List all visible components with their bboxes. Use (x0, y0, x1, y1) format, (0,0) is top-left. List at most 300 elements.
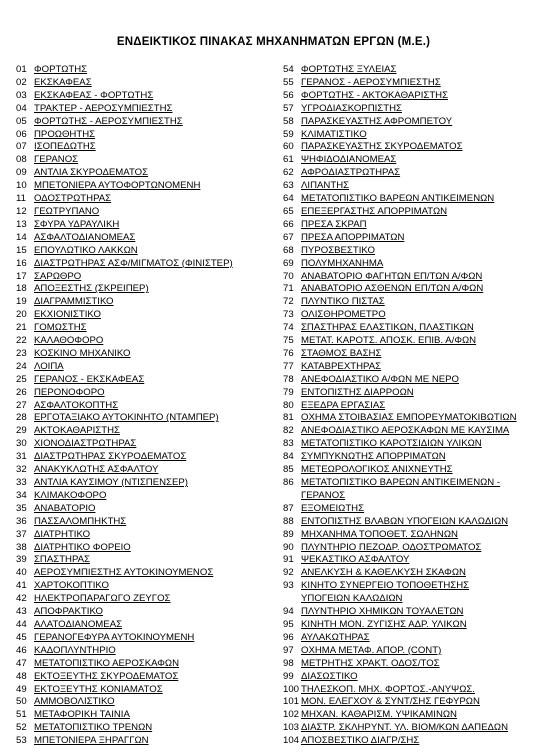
list-item (283, 374, 535, 387)
item-label: ΤΗΛΕΣΚΟΠ. ΜΗΧ. ΦΟΡΤΟΣ.-ΑΝΥΨΩΣ. (301, 683, 475, 695)
item-label: ΑΠΟΦΡΑΚΤΙΚΟ (34, 606, 104, 618)
item-label: ΠΡΕΣΑ ΑΠΟΡΡΙΜΑΤΩΝ (301, 231, 405, 243)
item-label: ΑΝΕΛΚΥΣΗ & ΚΑΘΕΛΚΥΣΗ ΣΚΑΦΩΝ (301, 567, 466, 579)
item-label: ΑΝΑΒΑΤΟΡΙΟ ΦΑΓΗΤΩΝ ΕΠ/ΤΩΝ Α/ΦΩΝ (301, 270, 483, 282)
item-label: ΚΛΙΜΑΚΟΦΟΡΟ (34, 489, 107, 501)
list-item (283, 412, 535, 425)
item-number: 84 (283, 451, 294, 463)
list-item (16, 438, 274, 451)
item-number: 20 (16, 309, 27, 321)
item-label: ΠΕΡΟΝΟΦΟΡΟ (34, 386, 105, 398)
list-item (16, 309, 274, 322)
list-item (16, 283, 274, 296)
item-label: ΣΦΥΡΑ ΥΔΡΑΥΛΙΚΗ (34, 218, 120, 230)
item-number: 97 (283, 644, 294, 656)
list-item (283, 606, 535, 619)
item-number: 21 (16, 322, 27, 334)
item-number: 41 (16, 580, 27, 592)
item-label: ΚΙΝΗΤΟ ΣΥΝΕΡΓΕΙΟ ΤΟΠΟΘΕΤΗΣΗΣ (301, 580, 470, 592)
list-item (16, 245, 274, 258)
list-item (16, 206, 274, 219)
item-label: ΟΧΗΜΑ ΣΤΟΙΒΑΣΙΑΣ ΕΜΠΟΡΕΥΜΑΤΟΚΙΒΩΤΙΩΝ (301, 412, 517, 424)
item-number: 10 (16, 180, 27, 192)
item-label: ΣΤΑΘΜΟΣ ΒΑΣΗΣ (301, 347, 382, 359)
item-number: 67 (283, 231, 294, 243)
list-item (283, 206, 535, 219)
item-label: ΜΕΤΑΤ. ΚΑΡΟΤΣ. ΑΠΟΣΚ. ΕΠΙΒ. Α/ΦΩΝ (301, 335, 477, 347)
item-label: ΟΧΗΜΑ ΜΕΤΑΦ. ΑΠΟΡ. (CONT) (301, 644, 442, 656)
list-item (283, 361, 535, 374)
item-number: 25 (16, 373, 27, 385)
item-number: 76 (283, 347, 294, 359)
item-number: 61 (283, 154, 294, 166)
list-item (16, 193, 274, 206)
list-item (283, 425, 535, 438)
item-number: 93 (283, 580, 294, 592)
list-item (283, 464, 535, 477)
list-item (16, 103, 274, 116)
item-number: 08 (16, 154, 27, 166)
item-label: ΦΟΡΤΩΤΗΣ - ΑΕΡΟΣΥΜΠΙΕΣΤΗΣ (34, 115, 183, 127)
item-label: ΛΙΠΑΝΤΗΣ (301, 180, 350, 192)
item-label: ΜΟΝ. ΕΛΕΓΧΟΥ & ΣΥΝΤ/ΣΗΣ ΓΕΦΥΡΩΝ (301, 696, 480, 708)
item-number: 60 (283, 141, 294, 153)
item-number: 86 (283, 477, 294, 488)
list-item (283, 387, 535, 400)
item-number: 69 (283, 257, 294, 269)
item-label: ΑΠΟΣΒΕΣΤΙΚΟ ΔΙΑΓΡ/ΣΗΣ (301, 735, 420, 747)
list-item (283, 722, 535, 735)
item-number: 06 (16, 128, 27, 140)
item-label: ΟΛΙΣΘΗΡΟΜΕΤΡΟ (301, 309, 386, 321)
list-item (16, 529, 274, 542)
item-number: 95 (283, 618, 294, 630)
list-item (283, 245, 535, 258)
list-item-continuation (283, 593, 535, 606)
list-item (16, 425, 274, 438)
item-label: ΜΕΤΑΤΟΠΙΣΤΙΚΟ ΒΑΡΕΩΝ ΑΝΤΙΚΕΙΜΕΝΩΝ (301, 193, 495, 205)
list-item (283, 696, 535, 709)
item-number: 81 (283, 412, 294, 424)
item-number: 37 (16, 528, 27, 540)
item-number: 87 (283, 502, 294, 514)
item-label: ΑΣΦΑΛΤΟΚΟΠΤΗΣ (34, 399, 119, 411)
item-number: 09 (16, 167, 27, 179)
item-label: ΜΕΤΑΤΟΠΙΣΤΙΚΟ ΚΑΡΟΤΣΙΔΙΩΝ ΥΛΙΚΩΝ (301, 438, 482, 450)
list-item (283, 671, 535, 684)
item-label: ΣΥΜΠΥΚΝΩΤΗΣ ΑΠΟΡΡΙΜΑΤΩΝ (301, 451, 446, 463)
item-label: ΑΜΜΟΒΟΛΙΣΤΙΚΟ (34, 696, 115, 708)
item-label: ΨΗΦΙΔΟΔΙΑΝΟΜΕΑΣ (301, 154, 397, 166)
list-item (283, 232, 535, 245)
list-item (283, 400, 535, 413)
item-number: 65 (283, 205, 294, 217)
item-number: 43 (16, 606, 27, 618)
item-label: ΑΕΡΟΣΥΜΠΙΕΣΤΗΣ ΑΥΤΟΚΙΝΟΥΜΕΝΟΣ (34, 567, 214, 579)
list-item (16, 296, 274, 309)
item-number: 89 (283, 528, 294, 540)
item-number: 56 (283, 89, 294, 101)
list-item (16, 490, 274, 503)
item-number: 35 (16, 502, 27, 514)
item-number: 22 (16, 335, 27, 347)
item-label: ΚΟΣΚΙΝΟ ΜΗΧΑΝΙΚΟ (34, 347, 131, 359)
right-column (283, 64, 535, 748)
item-number: 16 (16, 257, 27, 269)
list-item (283, 632, 535, 645)
item-label: ΜΕΤΕΩΡΟΛΟΓΙΚΟΣ ΑΝΙΧΝΕΥΤΗΣ (301, 464, 453, 476)
list-item (283, 516, 535, 529)
item-label: ΔΙΑΣΤΡΩΤΗΡΑΣ ΑΣΦ/ΜΙΓΜΑΤΟΣ (ΦΙΝΙΣΤΕΡ) (34, 257, 233, 269)
item-label: ΥΓΡΟΔΙΑΣΚΟΡΠΙΣΤΗΣ (301, 102, 402, 114)
list-item (283, 180, 535, 193)
item-label: ΜΕΤΡΗΤΗΣ ΧΡΑΚΤ. ΟΔΟΣ/ΤΟΣ (301, 657, 440, 669)
item-number: 83 (283, 438, 294, 450)
item-number: 18 (16, 283, 27, 295)
item-number: 30 (16, 438, 27, 450)
item-number: 46 (16, 644, 27, 656)
item-label: ΓΕΡΑΝΟΣ - ΑΕΡΟΣΥΜΠΙΕΣΤΗΣ (301, 76, 441, 88)
item-number: 19 (16, 296, 27, 308)
list-item (16, 387, 274, 400)
list-item (283, 619, 535, 632)
item-label: ΕΚΣΚΑΦΕΑΣ - ΦΟΡΤΩΤΗΣ (34, 89, 154, 101)
list-item (16, 464, 274, 477)
item-number: 47 (16, 657, 27, 669)
item-number: 101 (283, 696, 300, 708)
item-label: ΕΞΕΔΡΑ ΕΡΓΑΣΙΑΣ (301, 399, 386, 411)
item-number: 31 (16, 451, 27, 463)
list-item (283, 322, 535, 335)
item-number: 29 (16, 425, 27, 437)
list-item (16, 348, 274, 361)
item-label: ΟΔΟΣΤΡΩΤΗΡΑΣ (34, 193, 112, 205)
list-item (16, 64, 274, 77)
item-label: ΔΙΑΣΩΣΤΙΚΟ (301, 670, 358, 682)
item-number: 68 (283, 244, 294, 256)
item-number: 01 (16, 64, 27, 75)
item-label: ΕΚΣΚΑΦΕΑΣ (34, 76, 92, 88)
list-item (16, 374, 274, 387)
item-label: ΑΥΛΑΚΩΤΗΡΑΣ (301, 631, 370, 643)
item-number: 12 (16, 205, 27, 217)
list-item (283, 296, 535, 309)
item-label: ΕΡΓΟΤΑΞΙΑΚΟ ΑΥΤΟΚΙΝΗΤΟ (ΝΤΑΜΠΕΡ) (34, 412, 219, 424)
list-item (283, 77, 535, 90)
list-item (283, 167, 535, 180)
item-number: 15 (16, 244, 27, 256)
item-label: ΔΙΑΤΡΗΤΙΚΟ (34, 528, 91, 540)
item-number: 27 (16, 399, 27, 411)
item-number: 75 (283, 335, 294, 347)
item-label: ΠΛΥΝΤΗΡΙΟ ΠΕΖΟΔΡ. ΟΔΟΣΤΡΩΜΑΤΟΣ (301, 541, 482, 553)
list-item (16, 90, 274, 103)
item-label: ΠΥΡΟΣΒΕΣΤΙΚΟ (301, 244, 375, 256)
item-label: ΕΝΤΟΠΙΣΤΗΣ ΒΛΑΒΩΝ ΥΠΟΓΕΙΩΝ ΚΑΛΩΔΙΩΝ (301, 515, 509, 527)
item-label: ΜΠΕΤΟΝΙΕΡΑ ΞΗΡΑΓΓΩΝ (34, 735, 149, 747)
list-item (16, 542, 274, 555)
item-label: ΦΟΡΤΩΤΗΣ (34, 64, 88, 75)
list-item (283, 129, 535, 142)
item-number: 11 (16, 193, 26, 205)
item-number: 28 (16, 412, 27, 424)
item-number: 03 (16, 89, 27, 101)
item-label: ΨΕΚΑΣΤΙΚΟ ΑΣΦΑΛΤΟΥ (301, 554, 410, 566)
item-label: ΠΛΥΝΤΗΡΙΟ ΧΗΜΙΚΩΝ ΤΟΥΑΛΕΤΩΝ (301, 606, 464, 618)
list-item (283, 335, 535, 348)
item-number: 07 (16, 141, 27, 153)
list-item (16, 451, 274, 464)
item-number: 74 (283, 322, 294, 334)
item-number: 62 (283, 167, 294, 179)
item-label: ΓΕΡΑΝΟΓΕΦΥΡΑ ΑΥΤΟΚΙΝΟΥΜΕΝΗ (34, 631, 195, 643)
item-number: 99 (283, 670, 294, 682)
list-item (16, 361, 274, 374)
item-number: 51 (16, 709, 27, 721)
item-number: 55 (283, 76, 294, 88)
item-number: 73 (283, 309, 294, 321)
item-label: ΗΛΕΚΤΡΟΠΑΡΑΓΩΓΟ ΖΕΥΓΟΣ (34, 593, 171, 605)
item-label: ΕΚΧΙΟΝΙΣΤΙΚΟ (34, 309, 101, 321)
item-number: 05 (16, 115, 27, 127)
item-label: ΤΡΑΚΤΕΡ - ΑΕΡΟΣΥΜΠΙΕΣΤΗΣ (34, 102, 173, 114)
item-label: ΑΝΕΦΟΔΙΑΣΤΙΚΟ ΑΕΡΟΣΚΑΦΩΝ ΜΕ ΚΑΥΣΙΜΑ (301, 425, 510, 437)
item-label: ΕΞΟΜΕΙΩΤΗΣ (301, 502, 365, 514)
item-number: 85 (283, 464, 294, 476)
list-item (16, 335, 274, 348)
item-number: 23 (16, 347, 27, 359)
item-label: ΛΟΙΠΑ (34, 360, 64, 372)
item-number: 49 (16, 683, 27, 695)
item-label: ΜΕΤΑΤΟΠΙΣΤΙΚΟ ΒΑΡΕΩΝ ΑΝΤΙΚΕΙΜΕΝΩΝ - (301, 477, 501, 488)
item-label: ΑΛΑΤΟΔΙΑΝΟΜΕΑΣ (34, 618, 123, 630)
list-item (16, 400, 274, 413)
item-label: ΦΟΡΤΩΤΗΣ - ΑΚΤΟΚΑΘΑΡΙΣΤΗΣ (301, 89, 449, 101)
item-number: 103 (283, 722, 300, 734)
list-item (16, 180, 274, 193)
list-item (16, 684, 274, 697)
item-label: ΑΝΕΦΟΔΙΑΣΤΙΚΟ Α/ΦΩΝ ΜΕ ΝΕΡΟ (301, 373, 460, 385)
item-label: ΔΙΑΣΤΡΩΤΗΡΑΣ ΣΚΥΡΟΔΕΜΑΤΟΣ (34, 451, 187, 463)
list-item (283, 451, 535, 464)
list-item (283, 684, 535, 697)
item-label: ΓΕΡΑΝΟΣ - ΕΚΣΚΑΦΕΑΣ (34, 373, 145, 385)
item-number: 02 (16, 76, 27, 88)
item-number: 72 (283, 296, 294, 308)
list-item (16, 554, 274, 567)
item-number: 90 (283, 541, 294, 553)
item-label: ΠΑΡΑΣΚΕΥΑΣΤΗΣ ΣΚΥΡΟΔΕΜΑΤΟΣ (301, 141, 463, 153)
item-label: ΑΦΡΟΔΙΑΣΤΡΩΤΗΡΑΣ (301, 167, 401, 179)
list-item (283, 141, 535, 154)
list-item (283, 580, 535, 593)
item-label: ΠΛΥΝΤΙΚΟ ΠΙΣΤΑΣ (301, 296, 385, 308)
list-item (283, 709, 535, 722)
list-item (283, 735, 535, 748)
item-label-continuation: ΥΠΟΓΕΙΩΝ ΚΑΛΩΔΙΩΝ (301, 593, 403, 605)
item-label: ΔΙΑΣΤΡ. ΣΚΛΗΡΥΝΤ. ΥΛ. ΒΙΟΜ/ΚΩΝ ΔΑΠΕΔΩΝ (301, 722, 509, 734)
list-item (16, 412, 274, 425)
list-item (16, 271, 274, 284)
item-label: ΙΣΟΠΕΔΩΤΗΣ (34, 141, 96, 153)
list-item (16, 322, 274, 335)
item-label: ΠΟΛΥΜΗΧΑΝΗΜΑ (301, 257, 384, 269)
item-number: 34 (16, 489, 27, 501)
item-label: ΑΝΑΒΑΤΟΡΙΟ (34, 502, 96, 514)
item-number: 52 (16, 722, 27, 734)
item-label: ΠΡΟΩΘΗΤΗΣ (34, 128, 96, 140)
item-number: 44 (16, 618, 27, 630)
item-number: 54 (283, 64, 294, 75)
list-item (16, 167, 274, 180)
list-item (283, 309, 535, 322)
item-number: 40 (16, 567, 27, 579)
item-number: 104 (283, 735, 300, 747)
item-number: 24 (16, 360, 27, 372)
list-item (283, 64, 535, 77)
list-item (283, 567, 535, 580)
list-item (16, 77, 274, 90)
list-item (283, 503, 535, 516)
item-number: 17 (16, 270, 27, 282)
item-label: ΕΠΟΥΛΩΤΙΚΟ ΛΑΚΚΩΝ (34, 244, 138, 256)
item-label: ΣΠΑΣΤΗΡΑΣ ΕΛΑΣΤΙΚΩΝ, ΠΛΑΣΤΙΚΩΝ (301, 322, 474, 334)
item-number: 58 (283, 115, 294, 127)
list-item (16, 477, 274, 490)
item-number: 59 (283, 128, 294, 140)
item-label: ΜΗΧΑΝ. ΚΑΘΑΡΙΣΜ. ΥΨΙΚΑΜΙΝΩΝ (301, 709, 457, 721)
item-number: 70 (283, 270, 294, 282)
list-item (283, 258, 535, 271)
list-item (16, 141, 274, 154)
item-label: ΔΙΑΓΡΑΜΜΙΣΤΙΚΟ (34, 296, 114, 308)
list-item (16, 658, 274, 671)
list-item (283, 103, 535, 116)
item-label: ΔΙΑΤΡΗΤΙΚΟ ΦΟΡΕΙΟ (34, 541, 131, 553)
list-item (283, 658, 535, 671)
list-item (283, 645, 535, 658)
item-label: ΑΝΤΛΙΑ ΣΚΥΡΟΔΕΜΑΤΟΣ (34, 167, 149, 179)
item-number: 13 (16, 218, 27, 230)
list-item (16, 116, 274, 129)
list-item (16, 503, 274, 516)
item-number: 94 (283, 606, 294, 618)
item-label: ΓΟΜΩΣΤΗΣ (34, 322, 87, 334)
item-label: ΠΑΣΣΑΛΟΜΠΗΚΤΗΣ (34, 515, 127, 527)
item-number: 32 (16, 464, 27, 476)
item-label: ΑΠΟΞΕΣΤΗΣ (ΣΚΡΕΙΠΕΡ) (34, 283, 149, 295)
item-number: 100 (283, 683, 300, 695)
item-number: 80 (283, 399, 294, 411)
list-item (283, 348, 535, 361)
item-label: ΧΑΡΤΟΚΟΠΤΙΚΟ (34, 580, 109, 592)
list-item (16, 258, 274, 271)
item-number: 96 (283, 631, 294, 643)
list-item (16, 219, 274, 232)
list-item (16, 154, 274, 167)
item-label: ΚΑΤΑΒΡΕΧΤΗΡΑΣ (301, 360, 382, 372)
item-label: ΜΗΧΑΝΗΜΑ ΤΟΠΟΘΕΤ. ΣΩΛΗΝΩΝ (301, 528, 458, 540)
item-label: ΕΚΤΟΞΕΥΤΗΣ ΚΟΝΙΑΜΑΤΟΣ (34, 683, 163, 695)
item-number: 64 (283, 193, 294, 205)
item-label: ΑΝΑΚΥΚΛΩΤΗΣ ΑΣΦΑΛΤΟΥ (34, 464, 159, 476)
list-item (16, 619, 274, 632)
item-number: 71 (283, 283, 294, 295)
list-item (16, 593, 274, 606)
item-number: 39 (16, 554, 27, 566)
item-number: 88 (283, 515, 294, 527)
item-number: 36 (16, 515, 27, 527)
item-label-continuation: ΓΕΡΑΝΟΣ (301, 489, 346, 501)
item-label: ΚΑΔΟΠΛΥΝΤΗΡΙΟ (34, 644, 116, 656)
list-item (283, 154, 535, 167)
item-label: ΠΑΡΑΣΚΕΥΑΣΤΗΣ ΑΦΡΟΜΠΕΤΟΥ (301, 115, 453, 127)
list-item (16, 516, 274, 529)
item-number: 45 (16, 631, 27, 643)
item-label: ΚΛΙΜΑΤΙΣΤΙΚΟ (301, 128, 367, 140)
item-label: ΑΝΤΛΙΑ ΚΑΥΣΙΜΟΥ (ΝΤΙΣΠΕΝΣΕΡ) (34, 477, 188, 488)
left-column (16, 64, 274, 748)
item-number: 102 (283, 709, 300, 721)
list-item (283, 554, 535, 567)
item-number: 92 (283, 567, 294, 579)
list-item (283, 529, 535, 542)
item-label: ΧΙΟΝΟΔΙΑΣΤΡΩΤΗΡΑΣ (34, 438, 137, 450)
list-item (283, 116, 535, 129)
item-number: 33 (16, 477, 27, 488)
item-label: ΕΝΤΟΠΙΣΤΗΣ ΔΙΑΡΡΟΩΝ (301, 386, 414, 398)
item-label: ΓΕΡΑΝΟΣ (34, 154, 79, 166)
item-number: 78 (283, 373, 294, 385)
list-item (16, 696, 274, 709)
list-item (283, 438, 535, 451)
list-item (16, 709, 274, 722)
item-label: ΦΟΡΤΩΤΗΣ ΞΥΛΕΙΑΣ (301, 64, 397, 75)
item-label: ΕΚΤΟΞΕΥΤΗΣ ΣΚΥΡΟΔΕΜΑΤΟΣ (34, 670, 179, 682)
list-item (283, 271, 535, 284)
list-item (283, 542, 535, 555)
item-label: ΣΠΑΣΤΗΡΑΣ (34, 554, 90, 566)
item-number: 66 (283, 218, 294, 230)
item-label: ΕΠΕΞΕΡΓΑΣΤΗΣ ΑΠΟΡΡΙΜΑΤΩΝ (301, 205, 448, 217)
list-item (283, 90, 535, 103)
item-label: ΜΠΕΤΟΝΙΕΡΑ ΑΥΤΟΦΟΡΤΩΝΟΜΕΝΗ (34, 180, 201, 192)
list-item-continuation (283, 490, 535, 503)
item-label: ΑΚΤΟΚΑΘΑΡΙΣΤΗΣ (34, 425, 120, 437)
item-number: 53 (16, 735, 27, 747)
list-item (283, 477, 535, 490)
list-item (16, 232, 274, 245)
list-item (16, 632, 274, 645)
item-number: 57 (283, 102, 294, 114)
list-item (16, 606, 274, 619)
list-item (16, 129, 274, 142)
item-number: 91 (283, 554, 294, 566)
item-number: 82 (283, 425, 294, 437)
item-number: 48 (16, 670, 27, 682)
item-label: ΚΑΛΑΘΟΦΟΡΟ (34, 335, 104, 347)
item-label: ΣΑΡΩΘΡΟ (34, 270, 82, 282)
list-item (16, 645, 274, 658)
item-label: ΜΕΤΑΦΟΡΙΚΗ ΤΑΙΝΙΑ (34, 709, 130, 721)
list-item (16, 671, 274, 684)
list-item (16, 580, 274, 593)
item-number: 14 (16, 231, 27, 243)
item-label: ΠΡΕΣΑ ΣΚΡΑΠ (301, 218, 367, 230)
list-item (283, 219, 535, 232)
list-item (16, 735, 274, 748)
item-label: ΓΕΩΤΡΥΠΑΝΟ (34, 205, 100, 217)
